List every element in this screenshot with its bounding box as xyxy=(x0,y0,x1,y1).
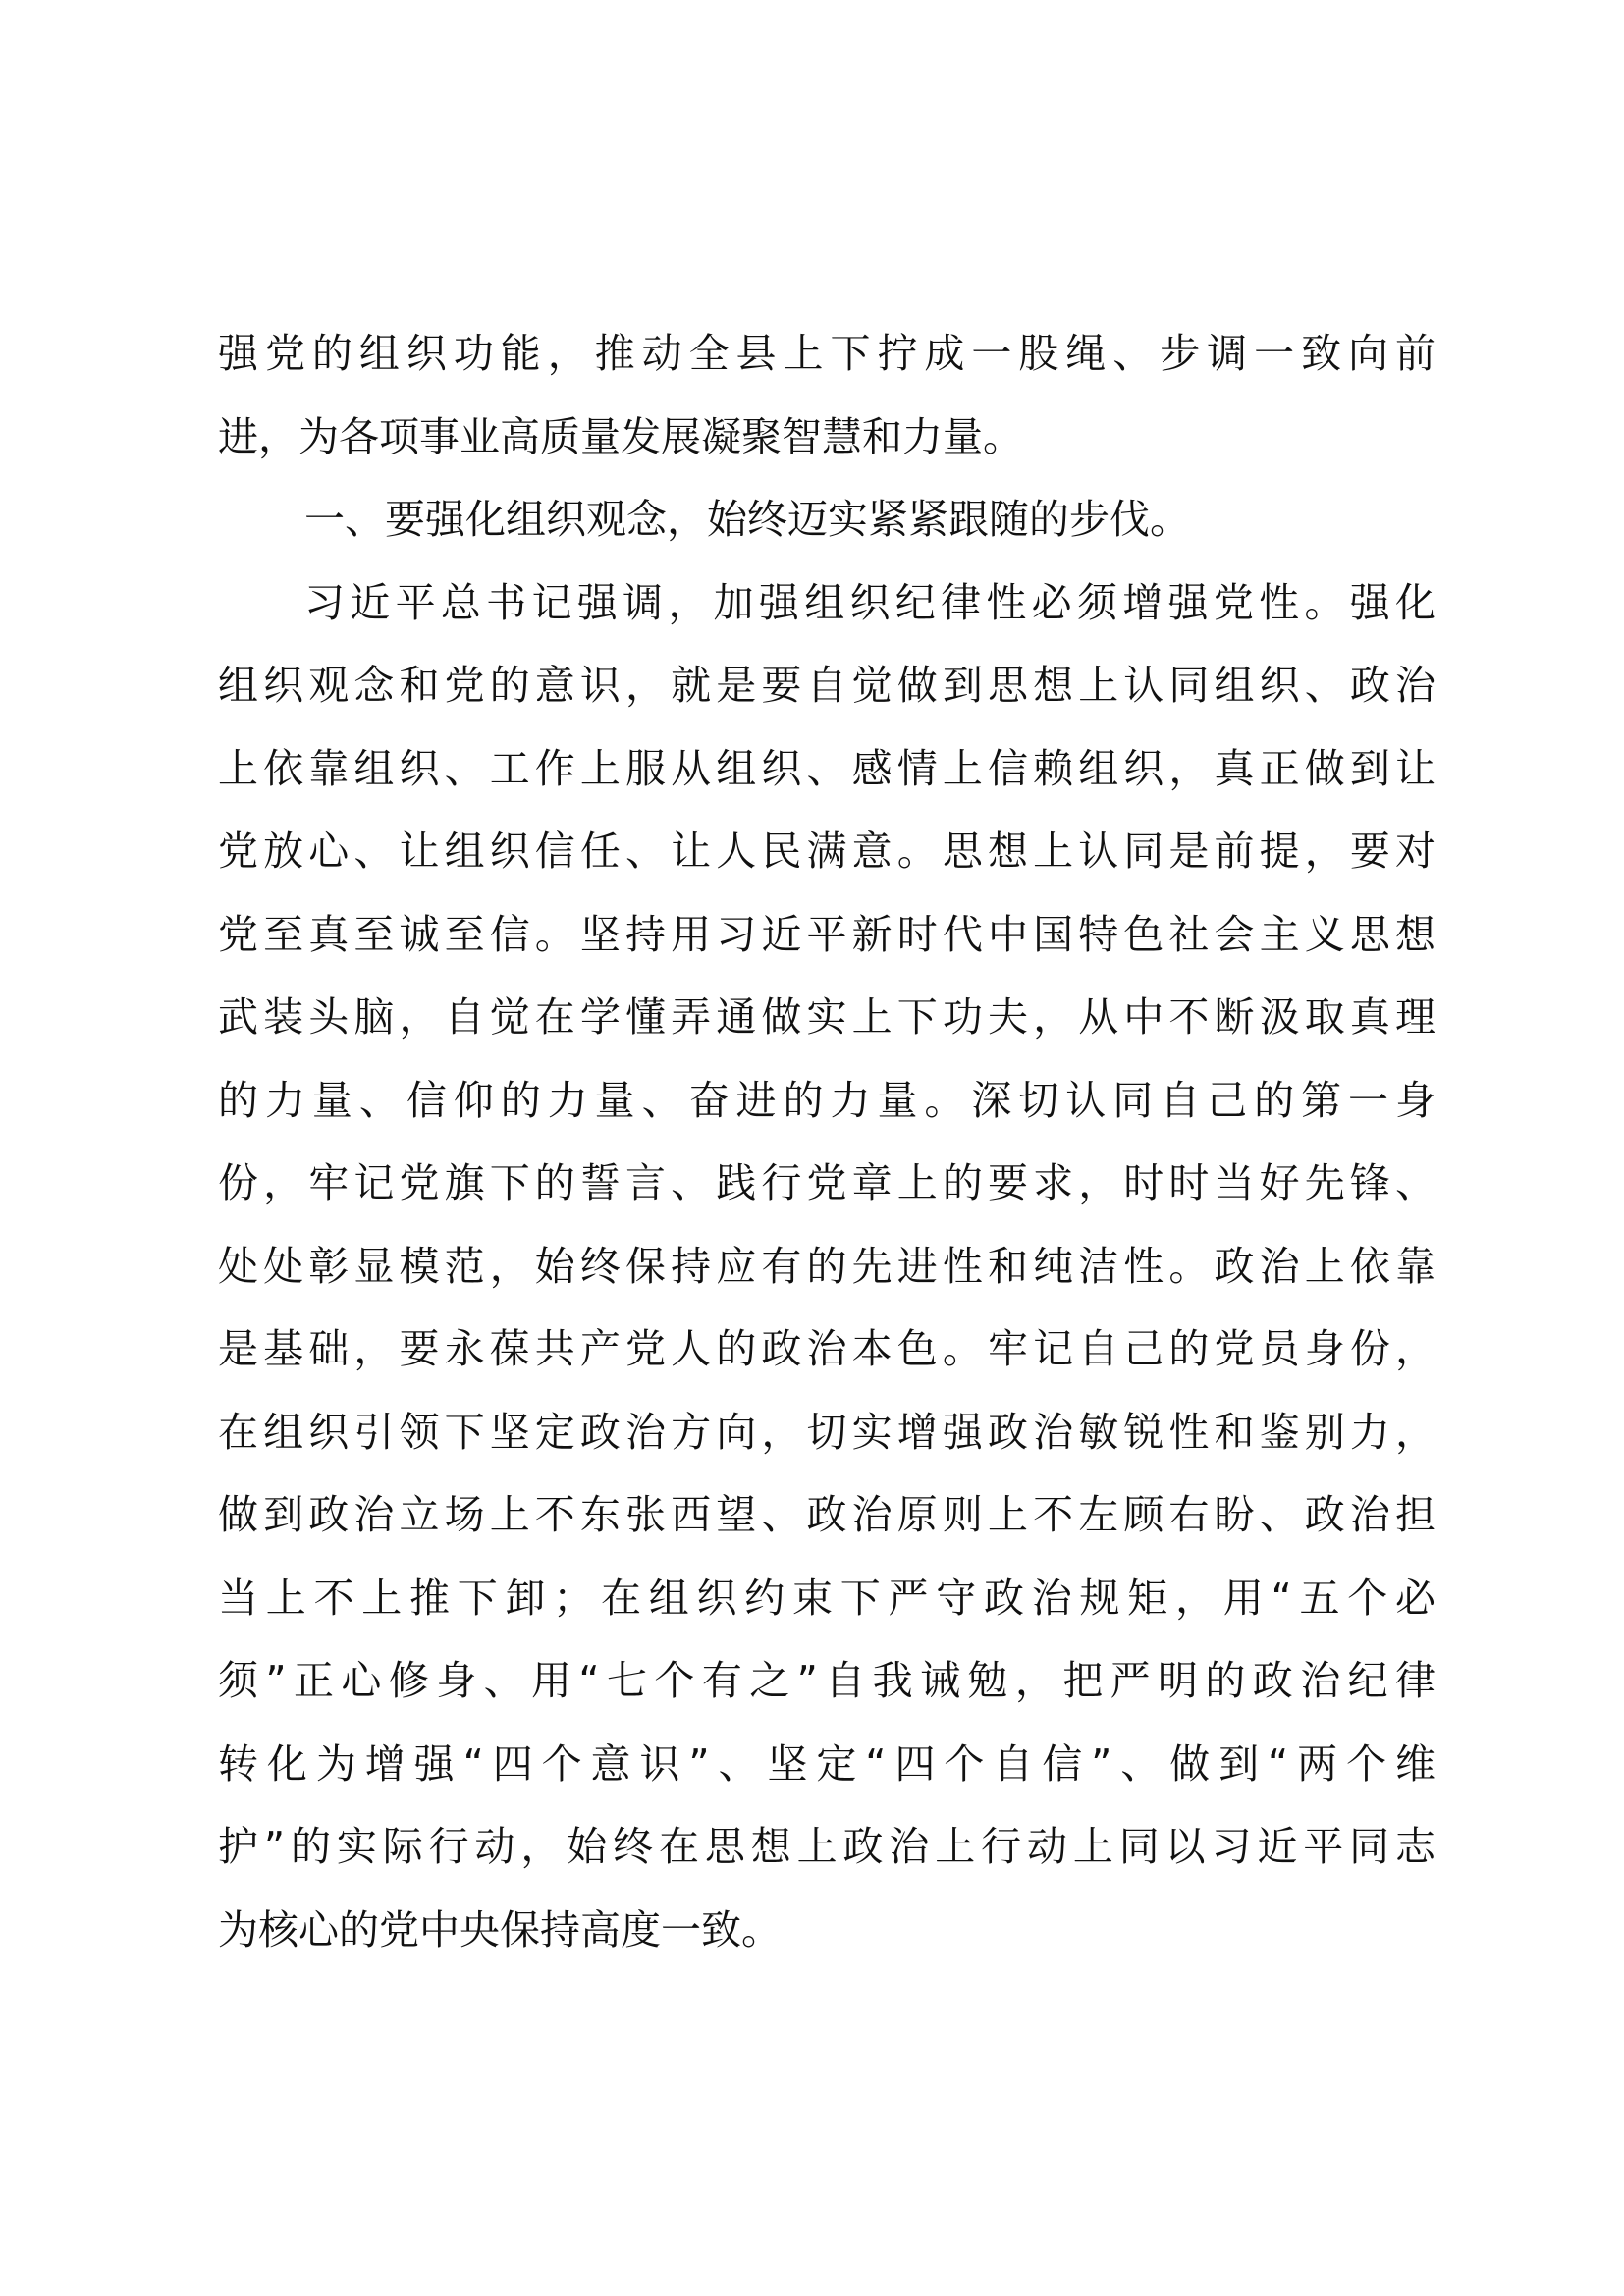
body-line: 强党的组织功能，推动全县上下拧成一股绳、步调一致向前 xyxy=(218,330,1435,377)
body-line: 武装头脑，自觉在学懂弄通做实上下功夫，从中不断汲取真理 xyxy=(218,993,1435,1041)
document-body xyxy=(218,312,1435,1971)
body-line: 当上不上推下卸；在组织约束下严守政治规矩，用“五个必 xyxy=(218,1574,1435,1622)
body-line: 为核心的党中央保持高度一致。 xyxy=(218,1905,782,1953)
body-line: 处处彰显模范，始终保持应有的先进性和纯洁性。政治上依靠 xyxy=(218,1242,1435,1290)
body-line: 做到政治立场上不东张西望、政治原则上不左顾右盼、政治担 xyxy=(218,1491,1435,1538)
body-line: 组织观念和党的意识，就是要自觉做到思想上认同组织、政治 xyxy=(218,662,1435,709)
body-line: 的力量、信仰的力量、奋进的力量。深切认同自己的第一身 xyxy=(218,1076,1435,1124)
body-line: 护”的实际行动，始终在思想上政治上行动上同以习近平同志 xyxy=(218,1823,1435,1870)
body-line: 转化为增强“四个意识”、坚定“四个自信”、做到“两个维 xyxy=(218,1739,1435,1788)
section-heading: 一、要强化组织观念，始终迈实紧紧跟随的步伐。 xyxy=(304,496,1190,543)
body-line: 在组织引领下坚定政治方向，切实增强政治敏锐性和鉴别力， xyxy=(218,1408,1435,1456)
body-line: 习近平总书记强调，加强组织纪律性必须增强党性。强化 xyxy=(304,578,1435,626)
body-line: 上依靠组织、工作上服从组织、感情上信赖组织，真正做到让 xyxy=(218,744,1435,792)
body-line: 须”正心修身、用“七个有之”自我诫勉，把严明的政治纪律 xyxy=(218,1657,1435,1704)
body-line: 党放心、让组织信任、让人民满意。思想上认同是前提，要对 xyxy=(218,828,1435,875)
body-line: 党至真至诚至信。坚持用习近平新时代中国特色社会主义思想 xyxy=(218,910,1435,958)
body-line: 进，为各项事业高质量发展凝聚智慧和力量。 xyxy=(218,412,1023,460)
body-line: 份，牢记党旗下的誓言、践行党章上的要求，时时当好先锋、 xyxy=(218,1159,1435,1206)
body-line: 是基础，要永葆共产党人的政治本色。牢记自己的党员身份， xyxy=(218,1325,1435,1372)
